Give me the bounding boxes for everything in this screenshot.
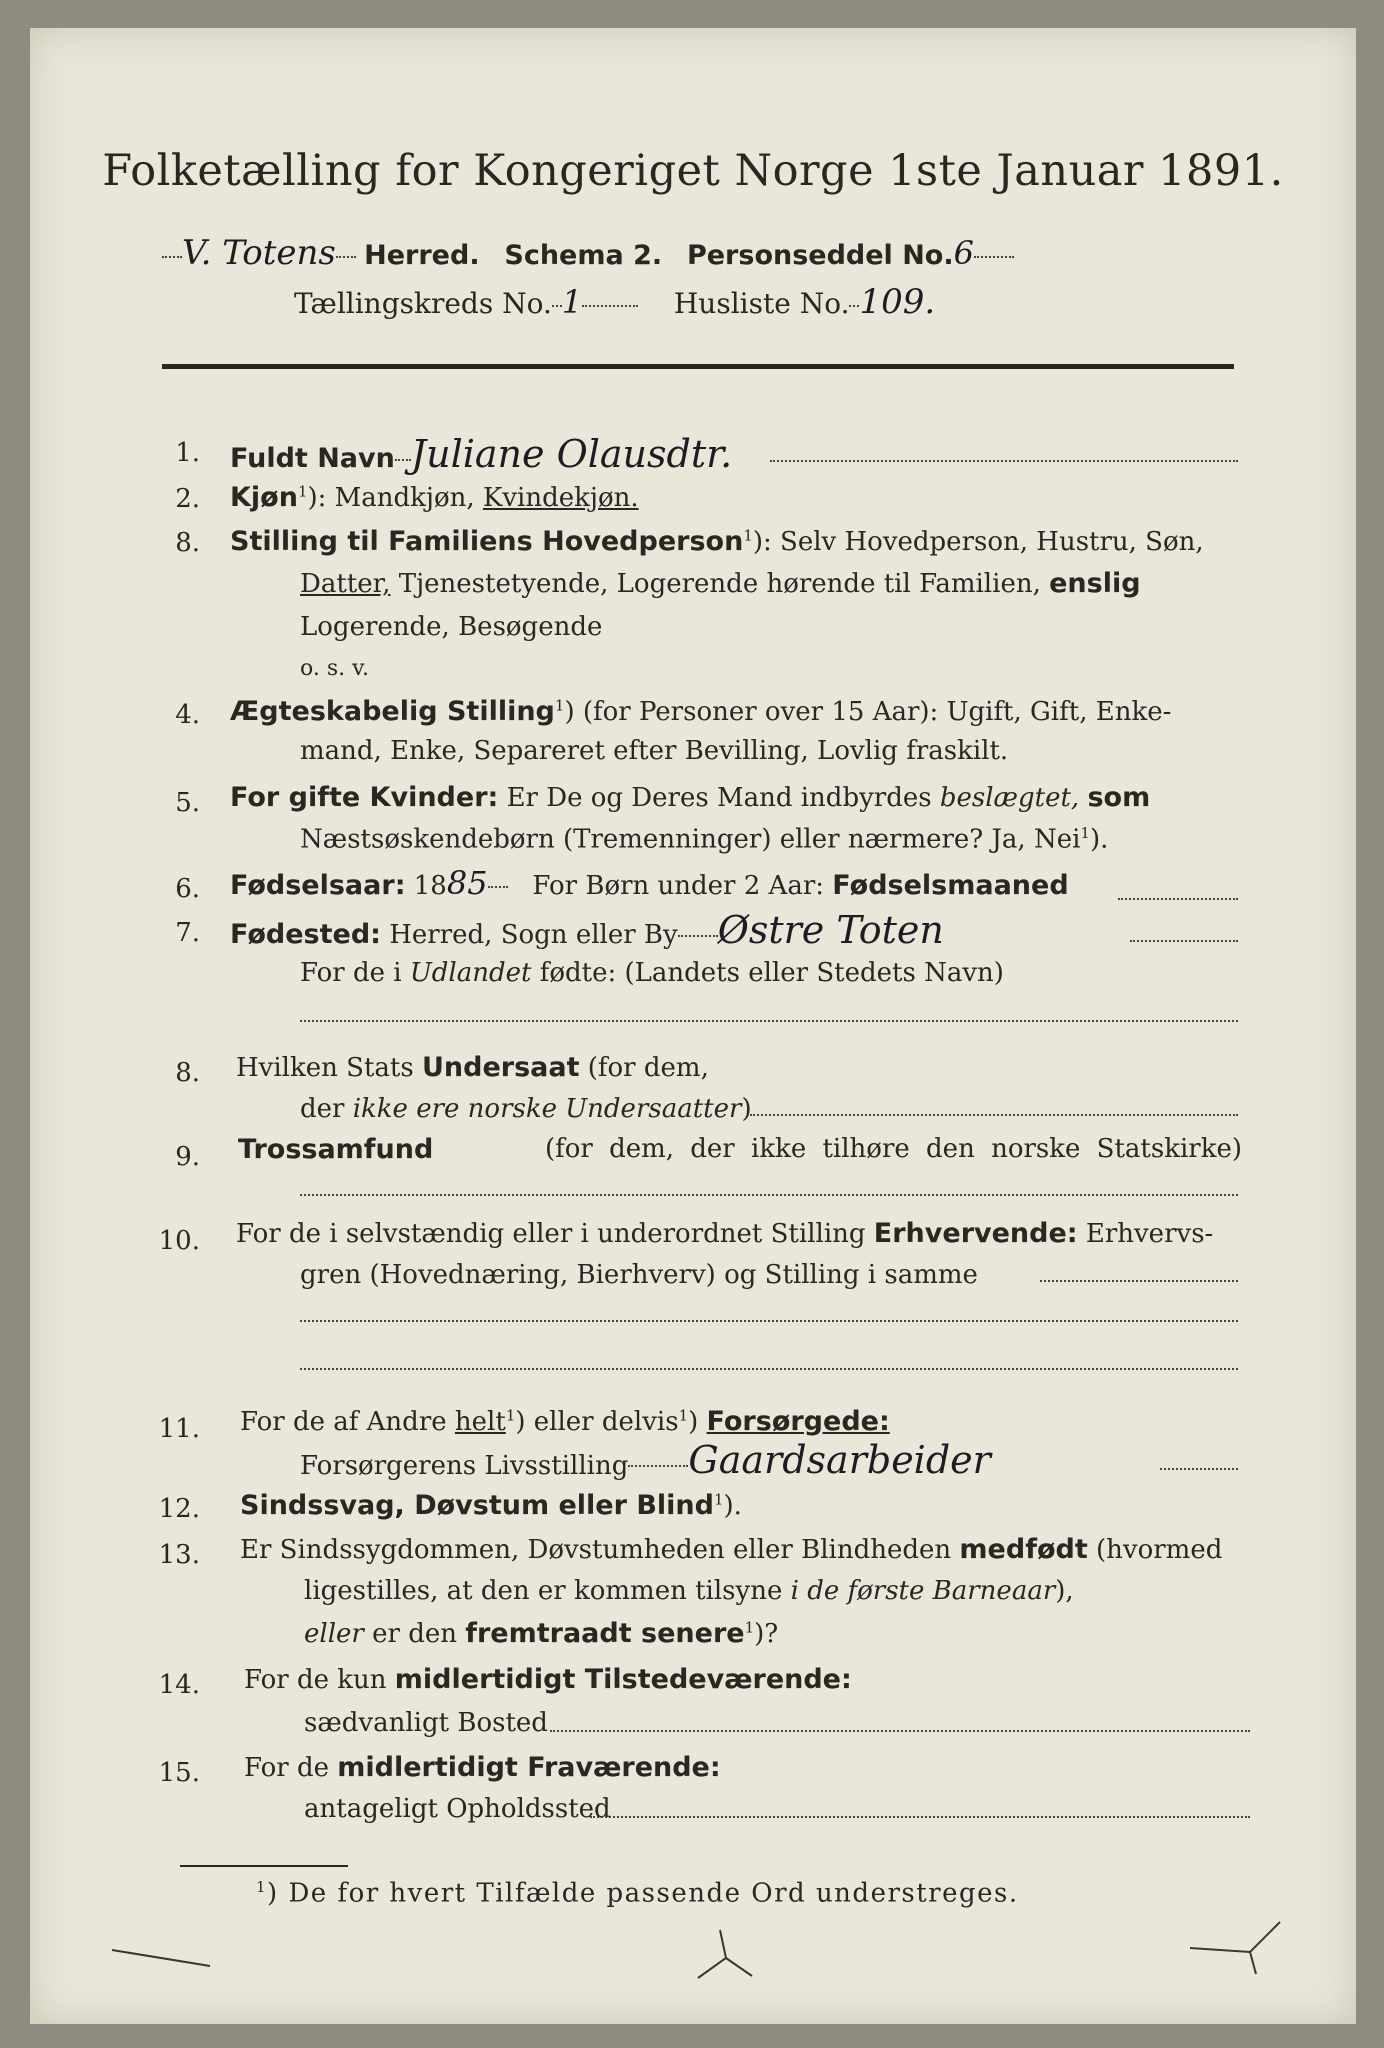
birthplace-question: Herred, Sogn eller By	[389, 920, 678, 950]
citizenship-italic: ikke ere norske Undersaatter	[352, 1094, 742, 1124]
pen-mark-icon	[110, 1938, 220, 1978]
religion-label: Trossamfund	[238, 1134, 434, 1165]
dotted-line	[300, 1368, 1238, 1370]
header-line-1	[162, 233, 1014, 273]
citizenship-question-2: (for dem,	[587, 1053, 709, 1083]
item-number-15: 15.	[158, 1758, 200, 1788]
congenital-hvormed: (hvormed	[1096, 1535, 1223, 1565]
punctuation: ).	[723, 1491, 742, 1521]
citizenship-question: Hvilken Stats	[236, 1053, 414, 1083]
item-number-3: 8.	[175, 528, 200, 558]
item-number-11: 11.	[158, 1414, 200, 1444]
dotted-line	[300, 1320, 1238, 1322]
birth-year-value: 85	[446, 864, 488, 902]
item-4-line-1	[230, 696, 1171, 727]
punctuation: )	[741, 1094, 752, 1124]
married-women-related: beslægtet,	[939, 783, 1080, 813]
dotted-line	[300, 1020, 1238, 1022]
personseddel-label: Personseddel No.	[686, 240, 954, 271]
dotted-line	[590, 1816, 1250, 1818]
item-5-line-2	[300, 824, 1108, 855]
dotted-line	[1130, 940, 1238, 942]
item-7-birthplace	[230, 908, 944, 952]
item-number-10: 10.	[158, 1226, 200, 1256]
item-12-disability	[240, 1490, 742, 1521]
citizenship-der: der	[300, 1094, 345, 1124]
footnote-ref: 1	[743, 526, 753, 545]
item-11-line-2	[300, 1438, 991, 1482]
temporary-absent-label: midlertidigt Fraværende:	[337, 1752, 721, 1783]
occupation-erhvervs: Erhvervs-	[1085, 1219, 1214, 1249]
item-5-line-1	[230, 782, 1150, 813]
occupation-label: Erhvervende:	[873, 1218, 1078, 1249]
item-15-line-1	[244, 1752, 721, 1783]
husliste-value: 109.	[859, 282, 936, 322]
family-position-options-2: Tjenestetyende, Logerende hørende til Familien,	[398, 569, 1041, 599]
punctuation: ),	[1055, 1576, 1074, 1606]
form-title: Folketælling for Kongeriget Norge 1ste Januar 1891.	[102, 146, 1284, 196]
footnote-text: ) De for hvert Tilfælde passende Ord understreges.	[267, 1878, 1019, 1909]
item-number-1: 1.	[175, 438, 200, 468]
congenital-question-3: er den	[372, 1619, 457, 1649]
disability-label: Sindssvag, Døvstum eller Blind	[240, 1490, 714, 1521]
footnote-ref: 1	[713, 1490, 724, 1509]
pen-mark-icon	[1180, 1918, 1290, 1978]
footnote-ref: 1	[744, 1618, 755, 1637]
footnote	[256, 1878, 1019, 1909]
kreds-value: 1	[561, 283, 583, 321]
supported-label: Forsørgede:	[706, 1406, 890, 1437]
footnote-marker: 1	[256, 1878, 268, 1896]
birthplace-label: Fødested:	[230, 919, 381, 950]
item-13-line-3	[304, 1618, 778, 1649]
later-onset-label: fremtraadt senere	[465, 1618, 745, 1649]
header-line-2	[294, 282, 935, 322]
full-name-label: Fuldt Navn	[230, 443, 395, 474]
sex-label: Kjøn	[230, 482, 298, 513]
kreds-label: Tællingskreds No.	[294, 287, 552, 320]
footnote-ref: 1	[1080, 824, 1090, 842]
pen-mark-icon	[690, 1928, 760, 1988]
item-1-full-name	[230, 432, 732, 476]
item-8-line-2	[300, 1094, 752, 1124]
dotted-line	[770, 460, 1238, 462]
item-8-line-1	[236, 1052, 709, 1083]
item-number-9: 9.	[175, 1142, 200, 1172]
supported-question: For de af Andre	[240, 1407, 447, 1437]
item-7-line-2	[300, 958, 1004, 988]
religion-question: (for dem, der ikke tilhøre den norske Statskirke)	[544, 1134, 1242, 1164]
occupation-question-2: gren (Hovednæring, Bierhverv) og Stilling i samme	[300, 1260, 978, 1290]
husliste-label: Husliste No.	[673, 287, 850, 320]
item-number-6: 6.	[175, 874, 200, 904]
temporary-present-question: For de kun	[244, 1665, 387, 1695]
full-name-value: Juliane Olausdtr.	[410, 432, 733, 476]
family-position-label: Stilling til Familiens Hovedperson	[230, 526, 744, 557]
item-number-12: 12.	[158, 1494, 200, 1524]
provider-occupation-label: Forsørgerens Livsstilling	[300, 1451, 629, 1481]
punctuation: ).	[1089, 824, 1109, 855]
supported-partly: ) eller delvis	[515, 1407, 679, 1437]
occupation-question: For de i selvstændig eller i underordnet Stilling	[236, 1219, 866, 1249]
dotted-line	[1118, 898, 1238, 900]
congenital-question: Er Sindssygdommen, Døvstumheden eller Blindheden	[240, 1535, 952, 1565]
item-number-14: 14.	[158, 1670, 200, 1700]
family-position-etc: o. s. v.	[300, 656, 369, 681]
schema-label: Schema 2.	[504, 240, 663, 271]
birth-year-label: Fødselsaar:	[230, 870, 406, 901]
footnote-ref: 1	[297, 482, 308, 501]
dotted-line	[1040, 1280, 1238, 1282]
header-divider	[162, 364, 1234, 369]
item-3-line-2	[300, 568, 1141, 599]
dotted-line	[1160, 1468, 1238, 1470]
birth-year-prefix: 18	[413, 871, 447, 901]
item-13-line-1	[240, 1534, 1222, 1565]
abroad-question-b: fødte: (Landets eller Stedets Navn)	[539, 958, 1004, 988]
footnote-ref: 1	[678, 1406, 689, 1425]
census-form-page	[30, 28, 1356, 2024]
sex-selected: Kvindekjøn.	[482, 483, 639, 513]
item-14-line-1	[244, 1664, 852, 1695]
item-9-religion	[238, 1134, 1242, 1165]
item-3-line-1	[230, 526, 1204, 557]
item-11-line-1	[240, 1406, 890, 1437]
married-women-question: Er De og Deres Mand indbyrdes	[506, 783, 932, 813]
citizenship-label: Undersaat	[421, 1052, 580, 1083]
footnote-divider	[180, 1865, 348, 1867]
herred-value: V. Totens	[182, 233, 336, 273]
family-position-selected: Datter,	[300, 569, 391, 599]
abroad-italic: Udlandet	[409, 958, 532, 988]
congenital-italic: i de første Barneaar	[790, 1576, 1056, 1606]
birthplace-value: Østre Toten	[717, 908, 944, 952]
birth-month-question: For Børn under 2 Aar:	[532, 871, 825, 901]
supported-selected: helt	[454, 1407, 506, 1437]
congenital-eller: eller	[304, 1619, 364, 1649]
family-position-options: ): Selv Hovedperson, Hustru, Søn,	[752, 527, 1204, 557]
congenital-label: medfødt	[959, 1534, 1088, 1565]
item-2-sex	[230, 482, 639, 513]
punctuation: )	[688, 1407, 699, 1437]
dotted-line	[550, 1730, 1250, 1732]
item-number-4: 4.	[175, 700, 200, 730]
item-number-13: 13.	[158, 1540, 200, 1570]
item-10-line-1	[236, 1218, 1213, 1249]
married-women-question-2: Næstsøskendebørn (Tremenninger) eller nærmere? Ja, Nei	[300, 824, 1081, 855]
usual-residence-label: sædvanligt Bosted	[304, 1708, 548, 1738]
item-number-8: 8.	[175, 1058, 200, 1088]
item-6-birth-year	[230, 864, 1069, 902]
married-women-label: For gifte Kvinder:	[230, 782, 499, 813]
personseddel-value: 6	[953, 234, 974, 272]
presumed-residence-label: antageligt Opholdssted	[304, 1794, 611, 1824]
birth-month-label: Fødselsmaaned	[832, 870, 1069, 901]
temporary-present-label: midlertidigt Tilstedeværende:	[394, 1664, 852, 1695]
dotted-line	[300, 1194, 1238, 1196]
congenital-question-2: ligestilles, at den er kommen tilsyne	[304, 1576, 783, 1606]
footnote-ref: 1	[505, 1406, 516, 1425]
abroad-question-a: For de i	[300, 958, 402, 988]
punctuation: )?	[754, 1619, 779, 1649]
dotted-line	[750, 1114, 1238, 1116]
family-position-enslig: enslig	[1049, 568, 1141, 599]
provider-occupation-value: Gaardsarbeider	[688, 1438, 991, 1482]
herred-label: Herred.	[364, 240, 480, 271]
item-13-line-2	[304, 1576, 1074, 1606]
item-number-7: 7.	[175, 918, 200, 948]
temporary-absent-question: For de	[244, 1753, 329, 1783]
item-number-2: 2.	[175, 484, 200, 514]
marital-status-label: Ægteskabelig Stilling	[230, 696, 555, 727]
sex-options: ): Mandkjøn,	[307, 483, 475, 513]
footnote-ref: 1	[554, 696, 565, 715]
item-number-5: 5.	[175, 788, 200, 818]
married-women-som: som	[1087, 782, 1151, 813]
marital-status-options: ) (for Personer over 15 Aar): Ugift, Gift, Enke-	[564, 697, 1172, 727]
marital-status-options-2: mand, Enke, Separeret efter Bevilling, Lovlig fraskilt.	[300, 736, 1009, 766]
family-position-options-3: Logerende, Besøgende	[300, 612, 603, 642]
